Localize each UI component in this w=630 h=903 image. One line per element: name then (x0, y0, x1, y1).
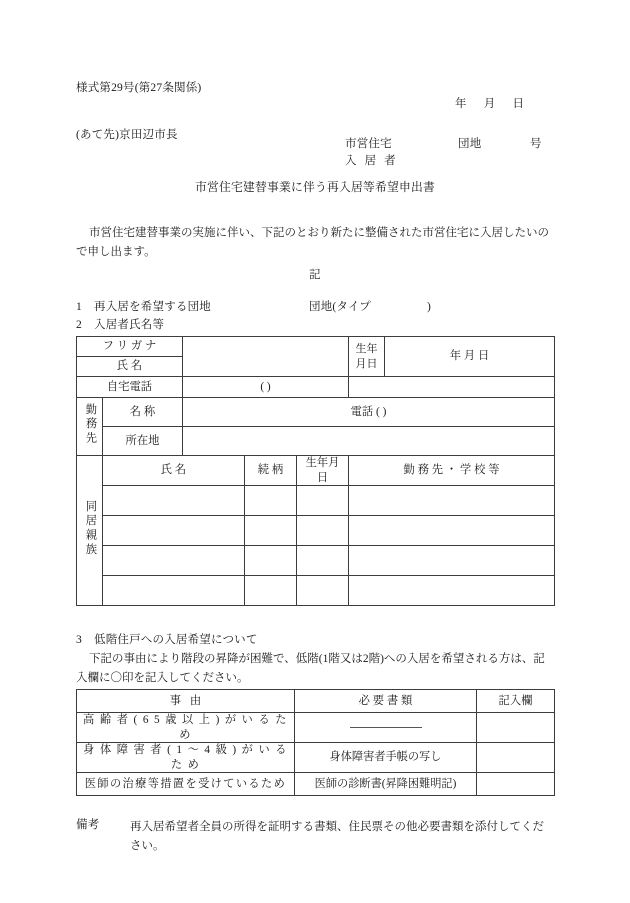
reason-cell-disability: 身 体 障 害 者 ( 1 ～ 4 級 ) が い る た め (77, 743, 295, 773)
dwelling-estate-label: 団地 (458, 138, 482, 150)
cohabitant-workplace-cell[interactable] (349, 516, 555, 546)
workplace-label-text: 勤務先 (84, 402, 97, 446)
reason-cell-elderly: 高 齢 者 ( 6 5 歳 以 上 ) が い る た め (77, 713, 295, 743)
table-row (77, 576, 555, 606)
section1-close-paren: ) (427, 301, 432, 313)
section1-number: 1 (76, 301, 82, 313)
addressee-line: (あて先)京田辺市長 (76, 129, 178, 141)
cohabitant-name-cell[interactable] (103, 516, 245, 546)
birthdate-label-line2: 月日 (355, 357, 378, 370)
resident-label: 入 居 者 (345, 155, 399, 167)
remarks-label: 備考 (76, 819, 100, 831)
dwelling-label: 市営住宅 (345, 138, 392, 150)
workplace-label (77, 398, 103, 456)
cohabitant-relation-cell[interactable] (245, 546, 297, 576)
document-title: 市営住宅建替事業に伴う再入居等希望申出書 (195, 180, 435, 194)
table-row (77, 337, 555, 357)
document-cell-medical: 医師の診断書(昇降困難明記) (295, 773, 477, 796)
table-row (77, 773, 555, 796)
entry-cell-disability[interactable] (477, 743, 555, 773)
cohabitant-name-cell[interactable] (103, 546, 245, 576)
name-input-cell[interactable] (183, 337, 349, 377)
cohabitant-workplace-cell[interactable] (349, 576, 555, 606)
table-row (77, 427, 555, 456)
table-row (77, 743, 555, 773)
remarks-text: 再入居希望者全員の所得を証明する書類、住民票その他必要書類を添付してください。 (130, 821, 544, 852)
home-phone-label: 自宅電話 (77, 377, 183, 398)
cohabitant-relation-cell[interactable] (245, 486, 297, 516)
entry-cell-medical[interactable] (477, 773, 555, 796)
ki-mark: 記 (309, 269, 321, 281)
cohabitant-col-birthdate: 生年月日 (297, 456, 349, 486)
table-header-row (77, 690, 555, 713)
date-line: 年 月 日 (455, 98, 524, 110)
cohabitant-relation-cell[interactable] (245, 576, 297, 606)
section1-label: 再入居を希望する団地 (94, 301, 211, 313)
cohabitant-label (77, 456, 103, 606)
document-cell-disability: 身体障害者手帳の写し (295, 743, 477, 773)
reason-cell-medical: 医師の治療等措置を受けているため (77, 773, 295, 796)
form-code: 様式第29号(第27条関係) (76, 82, 202, 94)
birthdate-label-line1: 生年 (355, 343, 378, 356)
cohabitant-birthdate-cell[interactable] (297, 486, 349, 516)
section1-type-label: 団地(タイプ (309, 301, 371, 313)
cohabitant-birthdate-cell[interactable] (297, 546, 349, 576)
reason-column-header: 事 由 (77, 690, 295, 713)
section2-label: 入居者氏名等 (94, 319, 165, 331)
table-row (77, 516, 555, 546)
low-floor-reason-table (76, 689, 555, 796)
birthdate-value-cell[interactable]: 年 月 日 (385, 337, 555, 377)
intro-paragraph: 市営住宅建替事業の実施に伴い、下記のとおり新たに整備された市営住宅に入居したいので申し出ます。 (76, 227, 549, 258)
home-phone-spacer-cell (349, 377, 555, 398)
cohabitant-relation-cell[interactable] (245, 516, 297, 546)
table-row (77, 398, 555, 427)
birthdate-label (349, 337, 385, 377)
table-row (77, 546, 555, 576)
document-cell-elderly (295, 713, 477, 743)
workplace-address-label: 所在地 (103, 427, 183, 456)
cohabitant-col-name: 氏 名 (103, 456, 245, 486)
workplace-name-label: 名 称 (103, 398, 183, 427)
entry-column-header: 記入欄 (477, 690, 555, 713)
name-label: 氏 名 (77, 357, 183, 377)
cohabitant-name-cell[interactable] (103, 576, 245, 606)
section2-number: 2 (76, 319, 82, 331)
furigana-label: フ リ ガ ナ (77, 337, 183, 357)
dwelling-number-label: 号 (530, 138, 542, 150)
cohabitant-workplace-cell[interactable] (349, 486, 555, 516)
cohabitant-col-workplace: 勤 務 先 ・ 学 校 等 (349, 456, 555, 486)
no-document-dash-icon (350, 727, 422, 729)
document-column-header: 必 要 書 類 (295, 690, 477, 713)
table-row (77, 456, 555, 486)
section3-number: 3 (76, 634, 82, 646)
entry-cell-elderly[interactable] (477, 713, 555, 743)
workplace-name-input-cell[interactable]: 電話 ( ) (183, 398, 555, 427)
cohabitant-workplace-cell[interactable] (349, 546, 555, 576)
section3-label: 低階住戸への入居希望について (94, 634, 258, 646)
cohabitant-label-text: 同居親族 (84, 499, 97, 557)
cohabitant-col-relation: 続 柄 (245, 456, 297, 486)
table-row (77, 486, 555, 516)
cohabitant-name-cell[interactable] (103, 486, 245, 516)
cohabitant-birthdate-cell[interactable] (297, 576, 349, 606)
cohabitant-birthdate-cell[interactable] (297, 516, 349, 546)
workplace-address-input-cell[interactable] (183, 427, 555, 456)
section3-instruction: 下記の事由により階段の昇降が困難で、低階(1階又は2階)への入居を希望される方は、記入欄に〇印を記入してください。 (76, 653, 545, 684)
applicant-info-table (76, 336, 555, 606)
table-row (77, 713, 555, 743)
home-phone-input-cell[interactable]: ( ) (183, 377, 349, 398)
table-row (77, 377, 555, 398)
